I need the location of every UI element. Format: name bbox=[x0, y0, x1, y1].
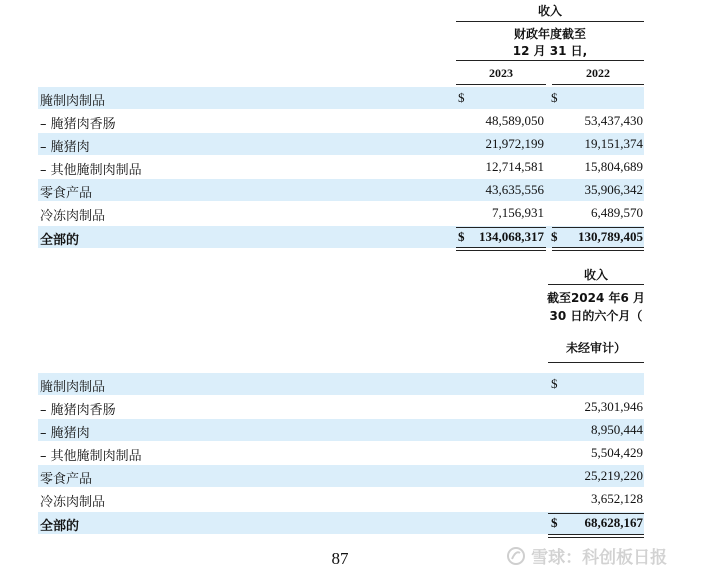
table2-super-header: 收入 bbox=[583, 268, 608, 282]
table2-value: 8,950,444 bbox=[591, 422, 643, 437]
table1-row-label: 冷冻肉制品 bbox=[40, 209, 106, 224]
table2-row bbox=[38, 488, 644, 510]
table1-super-header-rule bbox=[456, 21, 644, 22]
table1-dollar-2022: $ bbox=[551, 229, 558, 244]
table1-value-2022: 6,489,570 bbox=[591, 205, 643, 220]
table2-row-label: 腌制肉制品 bbox=[40, 380, 106, 395]
table2-row bbox=[38, 442, 644, 464]
table1-row-label: – 其他腌制肉制品 bbox=[40, 163, 142, 178]
snowball-logo-icon bbox=[506, 546, 526, 566]
table2-row bbox=[38, 465, 644, 487]
table1-row bbox=[38, 179, 644, 201]
table1-dollar-2022: $ bbox=[551, 90, 558, 105]
table1-super-header: 收入 bbox=[537, 4, 562, 18]
table2-row bbox=[38, 419, 644, 441]
table2-row-label: 冷冻肉制品 bbox=[40, 495, 106, 510]
table1-dollar-2023: $ bbox=[458, 229, 465, 244]
table1-row bbox=[38, 110, 644, 132]
table2-row-label: – 其他腌制肉制品 bbox=[40, 449, 142, 464]
table2-row bbox=[38, 512, 644, 534]
table2-total-top-rule bbox=[548, 513, 644, 514]
table1-period-header-line1: 财政年度截至 bbox=[513, 27, 586, 41]
table1-value-2022: 19,151,374 bbox=[584, 136, 643, 151]
table1-row-label: 腌制肉制品 bbox=[40, 94, 106, 109]
table2-dollar: $ bbox=[551, 376, 558, 391]
table1-year-2023: 2023 bbox=[489, 66, 513, 80]
table1-total-double-rule-2023 bbox=[456, 247, 546, 251]
table2-value: 5,504,429 bbox=[591, 445, 643, 460]
table2-value: 3,652,128 bbox=[591, 491, 643, 506]
table2-dollar: $ bbox=[551, 515, 558, 530]
table1-year-rule-2023 bbox=[456, 84, 546, 85]
table2-row bbox=[38, 373, 644, 395]
table2-period-line1: 截至2024 年6 月 bbox=[546, 291, 646, 305]
table2-super-header-rule bbox=[548, 284, 644, 285]
table2-period-line2: 30 日的六个月（ bbox=[549, 309, 643, 323]
page-number: 87 bbox=[331, 549, 349, 568]
watermark bbox=[506, 543, 668, 568]
table2-row-label: – 腌猪肉香肠 bbox=[40, 403, 116, 418]
table2-row bbox=[38, 396, 644, 418]
table2-value: 25,219,220 bbox=[584, 468, 643, 483]
table2-row-label: – 腌猪肉 bbox=[40, 426, 90, 441]
table2-period-header-rule bbox=[548, 362, 644, 363]
table1-row bbox=[38, 133, 644, 155]
watermark-text: 雪球：科创板日报 bbox=[531, 548, 668, 568]
table1-value-2023: 134,068,317 bbox=[479, 229, 544, 244]
table1-value-2023: 7,156,931 bbox=[492, 205, 544, 220]
table1-total-top-rule-2022 bbox=[552, 227, 644, 228]
table1-value-2023: 48,589,050 bbox=[485, 113, 544, 128]
table2-total-double-rule bbox=[548, 534, 644, 538]
table1-row-label: 全部的 bbox=[40, 233, 80, 248]
table1-row bbox=[38, 202, 644, 224]
table1-row bbox=[38, 87, 644, 109]
table1-row-label: – 腌猪肉香肠 bbox=[40, 117, 116, 132]
table1-total-top-rule-2023 bbox=[456, 227, 546, 228]
table1-row-label: 零食产品 bbox=[40, 186, 93, 201]
table2-period-line3: 未经审计） bbox=[565, 341, 626, 355]
table1-value-2023: 21,972,199 bbox=[485, 136, 544, 151]
table1-row bbox=[38, 156, 644, 178]
table1-period-header-line2: 12 月 31 日, bbox=[512, 44, 588, 58]
table2-value: 68,628,167 bbox=[584, 515, 643, 530]
table1-dollar-2023: $ bbox=[458, 90, 465, 105]
table1-total-double-rule-2022 bbox=[552, 247, 644, 251]
table1-period-header-rule bbox=[456, 60, 644, 61]
table1-row bbox=[38, 226, 644, 248]
table1-value-2022: 15,804,689 bbox=[584, 159, 643, 174]
table1-year-rule-2022 bbox=[552, 84, 644, 85]
table1-value-2022: 130,789,405 bbox=[578, 229, 643, 244]
table1-value-2023: 43,635,556 bbox=[485, 182, 544, 197]
table1-year-2022: 2022 bbox=[586, 66, 610, 80]
table1-value-2022: 35,906,342 bbox=[584, 182, 643, 197]
table1-value-2022: 53,437,430 bbox=[584, 113, 643, 128]
table1-value-2023: 12,714,581 bbox=[485, 159, 544, 174]
table1-row-label: – 腌猪肉 bbox=[40, 140, 90, 155]
table2-value: 25,301,946 bbox=[584, 399, 643, 414]
table2-row-label: 全部的 bbox=[40, 519, 80, 534]
table2-row-label: 零食产品 bbox=[40, 472, 93, 487]
